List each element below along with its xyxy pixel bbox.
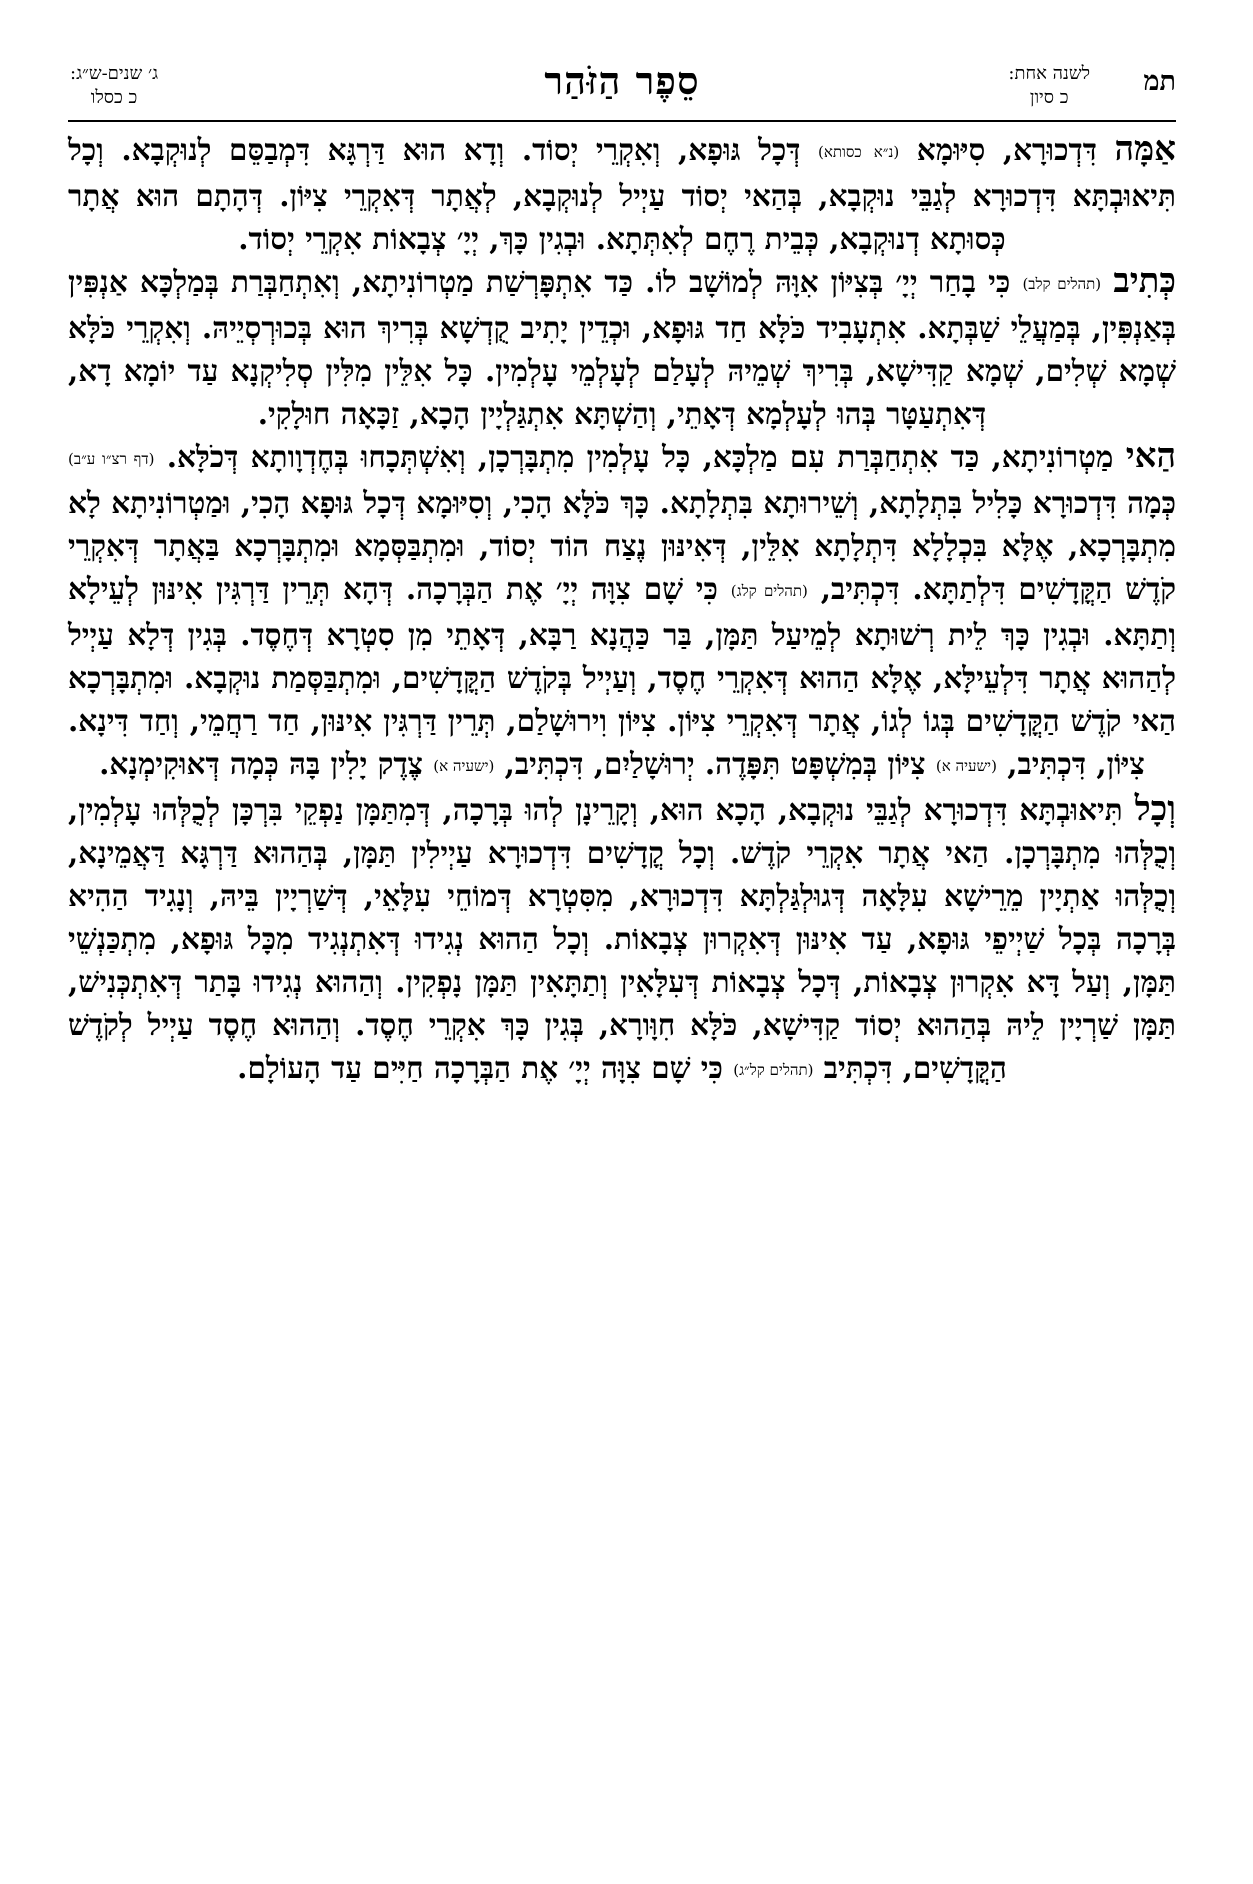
verse-quote: צִיּוֹן בְּמִשְׁפָּט תִּפָּדֶה. xyxy=(704,746,936,781)
source-reference: (תהלים קלב) xyxy=(1022,275,1102,293)
source-reference: (ישעיה א) xyxy=(433,757,495,775)
paragraph-opening-word: כְּתִיב xyxy=(1113,261,1176,301)
paragraph-text: דִּדְכוּרָא, סִיּוּמָא xyxy=(899,132,1115,167)
schedule-date-three-years: כ כסלו xyxy=(90,87,138,108)
schedule-label-three-years: ג׳ שנים-ש״ג: xyxy=(70,63,159,84)
source-reference: (דף רצ״ו ע״ב) xyxy=(68,450,155,468)
source-reference: (תהלים קל״ג) xyxy=(733,1061,814,1079)
paragraph-text: תִּיאוּבְתָּא דִּדְכוּרָא לְגַבֵּי נוּקְבָא, הָכָא הוּא, וְקָרֵינָן לְהוּ בְּרָכָה, דְּמִתַּמָּן נַפְקֵי בִּרְכָּן לְכֻלְּהוּ עָלְמִין, וְכֻלְּהוּ מִתְבָּרְכָן. הַאי אֲתָר אִקְרֵי קֹדֶשׁ. וְכָל קֳדָשִׁים דִּדְכוּרָא עַיְילִין תַּמָּן, בְּהַהוּא דַּרְגָּא דַּאֲמֵינָא, וְכֻלְּהוּ אַתְיָין מֵרֵישָׁא עִלָּאָה דְּגוּלְגַּלְתָּא דִּדְכוּרָא, מִסִּטְרָא דְּמוֹחֵי עִלָּאֵי, דְּשַׁרְיָין בֵּיהּ, וְנָגִיד הַהִיא בְּרָכָה בְּכָל שַׁיְיפֵי גּוּפָא, עַד אִינּוּן דְּאִקְרוּן צְבָאוֹת. וְכָל הַהוּא נְגִידוּ דְּאִתְנְגִיד מִכָּל גּוּפָא, מִתְכַּנְשֵׁי תַּמָּן, וְעַל דָּא אִקְרוּן צְבָאוֹת, דְּכָל צְבָאוֹת דְּעִלָּאִין וְתַתָּאִין תַּמָּן נָפְקִין. וְהַהוּא נְגִידוּ בָּתַר דְּאִתְכְּנִישׁ, תַּמָּן שַׁרְיָין לֵיהּ בְּהַהוּא יְסוֹד קַדִּישָׁא, כֹּלָּא חִוָּורָא, בְּגִין כָּךְ אִקְרֵי חֶסֶד. וְהַהוּא חֶסֶד עַיְיל לְקֹדֶשׁ הַקֳּדָשִׁים, דִּכְתִּיב xyxy=(68,792,1176,1085)
paragraph-text: דְּכָל גּוּפָא, וְאִקְרֵי יְסוֹד. וְדָא הוּא דַּרְגָּא דִּמְבַסֵּם לְנוּקְבָא. וְכָל תִּיאוּבְתָּא דִּדְכוּרָא לְגַבֵּי נוּקְבָא, בְּהַאי יְסוֹד עַיְיל לְנוּקְבָא, לְאֲתָר דְּאִקְרֵי צִיּוֹן. דְּהָתָם הוּא אֲתָר כְּסוּתָא דְנוּקְבָא, כְּבֵית רֶחֶם לְאִתְּתָא. וּבְגִין כָּךְ, יְיָ׳ צְבָאוֹת אִקְרֵי יְסוֹד. xyxy=(68,132,1176,256)
book-page xyxy=(68,58,1176,1092)
main-text xyxy=(68,128,1176,1092)
source-reference: (תהלים קלג) xyxy=(730,582,808,600)
paragraph-opening-word: הַאי xyxy=(1125,436,1177,476)
source-reference: (נ״א כסותא) xyxy=(818,143,900,161)
paragraph-text: יְרוּשָׁלַיִם, דִּכְתִּיב, xyxy=(494,746,705,781)
paragraph-text: כְּמָה דִּדְכוּרָא כָּלִיל בִּתְלָתָא, וְשֵׁירוּתָא בִּתְלָתָא. כָּךְ כֹּלָּא הָכִי, וְסִיּוּמָא דְּכָל גּוּפָא הָכִי, וּמַטְרוֹנִיתָא לָא מִתְבָּרְכָא, אֶלָּא בִּכְלָלָא דִּתְלָתָא אִלֵּין, דְּאִינּוּן נֶצַח הוֹד יְסוֹד, וּמִתְבַּסְּמָא וּמִתְבָּרְכָא בַּאֲתָר דְּאִקְרֵי קֹדֶשׁ הַקֳּדָשִׁים דִּלְתַתָּא. דִּכְתִּיב, xyxy=(68,485,1176,606)
study-schedule-three-years xyxy=(70,62,158,110)
paragraph-text xyxy=(1101,264,1113,299)
page-number: תמ xyxy=(1143,66,1176,97)
paragraph-text: כַּד אִתְפָּרְשַׁת מַטְרוֹנִיתָא, וְאִתְחַבְּרַת בְּמַלְכָּא אַנְפִּין בְּאַנְפִּין, בְּמַעֲלֵי שַׁבְּתָא. אִתְעָבִיד כֹּלָּא חַד גּוּפָא, וּכְדֵין יָתִיב קֻדְשָׁא בְּרִיךְ הוּא בְּכוּרְסְיֵיהּ. וְאִקְרֵי כֹּלָּא שְׁמָא שְׁלִים, שְׁמָא קַדִּישָׁא, בְּרִיךְ שְׁמֵיהּ לְעָלַם לְעָלְמֵי עָלְמִין. כָּל אִלֵּין מִלִּין סְלִיקְנָא עַד יוֹמָא דָא, דְּאִתְעַטָּר בְּהוּ לְעָלְמָא דְּאָתֵי, וְהַשְׁתָּא אִתְגַּלְיָין הָכָא, זַכָּאָה חוּלָקִי. xyxy=(68,264,1176,431)
paragraph xyxy=(68,260,1176,435)
verse-quote: כִּי שָׁם צִוָּה יְיָ׳ אֶת הַבְּרָכָה. xyxy=(405,571,731,606)
running-header xyxy=(68,58,1176,122)
source-reference: (ישעיה א) xyxy=(935,757,997,775)
schedule-label-one-year: לשנה אחת: xyxy=(1008,63,1090,84)
schedule-date-one-year: כ סיון xyxy=(1029,87,1069,108)
verse-quote: כִּי שָׁם צִוָּה יְיָ׳ אֶת הַבְּרָכָה חַיִּים עַד הָעוֹלָם. xyxy=(237,1050,734,1085)
verse-quote: צֶדֶק יָלִין xyxy=(330,746,434,781)
book-title: סֵפֶר הַזֹּהַר xyxy=(544,58,700,103)
paragraph-opening-word: אַמָּה xyxy=(1114,129,1176,169)
paragraph xyxy=(68,128,1176,260)
paragraph-text: בָּהּ כְּמָה דְּאוּקִימְנָא. xyxy=(99,746,331,781)
paragraph xyxy=(68,435,1176,788)
paragraph-text: דְּהָא תְּרֵין דַּרְגִּין אִינּוּן לְעֵילָא וְתַתָּא. וּבְגִין כָּךְ לֵית רְשׁוּתָא לְמֵיעַל תַּמָּן, בַּר כַּהֲנָא רַבָּא, דְּאָתֵי מִן סִטְרָא דְּחֶסֶד. בְּגִין דְּלָא עַיְיל לְהַהוּא אֲתָר דִּלְעֵילָּא, אֶלָּא הַהוּא דְּאִקְרֵי חֶסֶד, וְעַיְיל בְּקֹדֶשׁ הַקֳּדָשִׁים, וּמִתְבַּסְּמַת נוּקְבָא. וּמִתְבָּרְכָא הַאי קֹדֶשׁ הַקֳּדָשִׁים בְּגוֹ לְגוֹ, אֲתָר דְּאִקְרֵי צִיּוֹן. צִיּוֹן וִירוּשָׁלַם, תְּרֵין דַּרְגִּין אִינּוּן, חַד רַחֲמֵי, וְחַד דִּינָא. צִיּוֹן, דִּכְתִּיב, xyxy=(68,571,1176,781)
paragraph-opening-word: וְכָל xyxy=(1134,789,1176,829)
paragraph xyxy=(68,788,1176,1092)
paragraph-text: מַטְרוֹנִיתָא, כַּד אִתְחַבְּרַת עִם מַלְכָּא, כָּל עָלְמִין מִתְבָּרְכָן, וְאִשְׁתְּכָחוּ בְּחֶדְוָותָא דְּכֹלָּא. xyxy=(154,439,1126,474)
verse-quote: כִּי בָחַר יְיָ׳ בְּצִיּוֹן אִוָּהּ לְמוֹשָׁב לוֹ. xyxy=(645,264,1023,299)
